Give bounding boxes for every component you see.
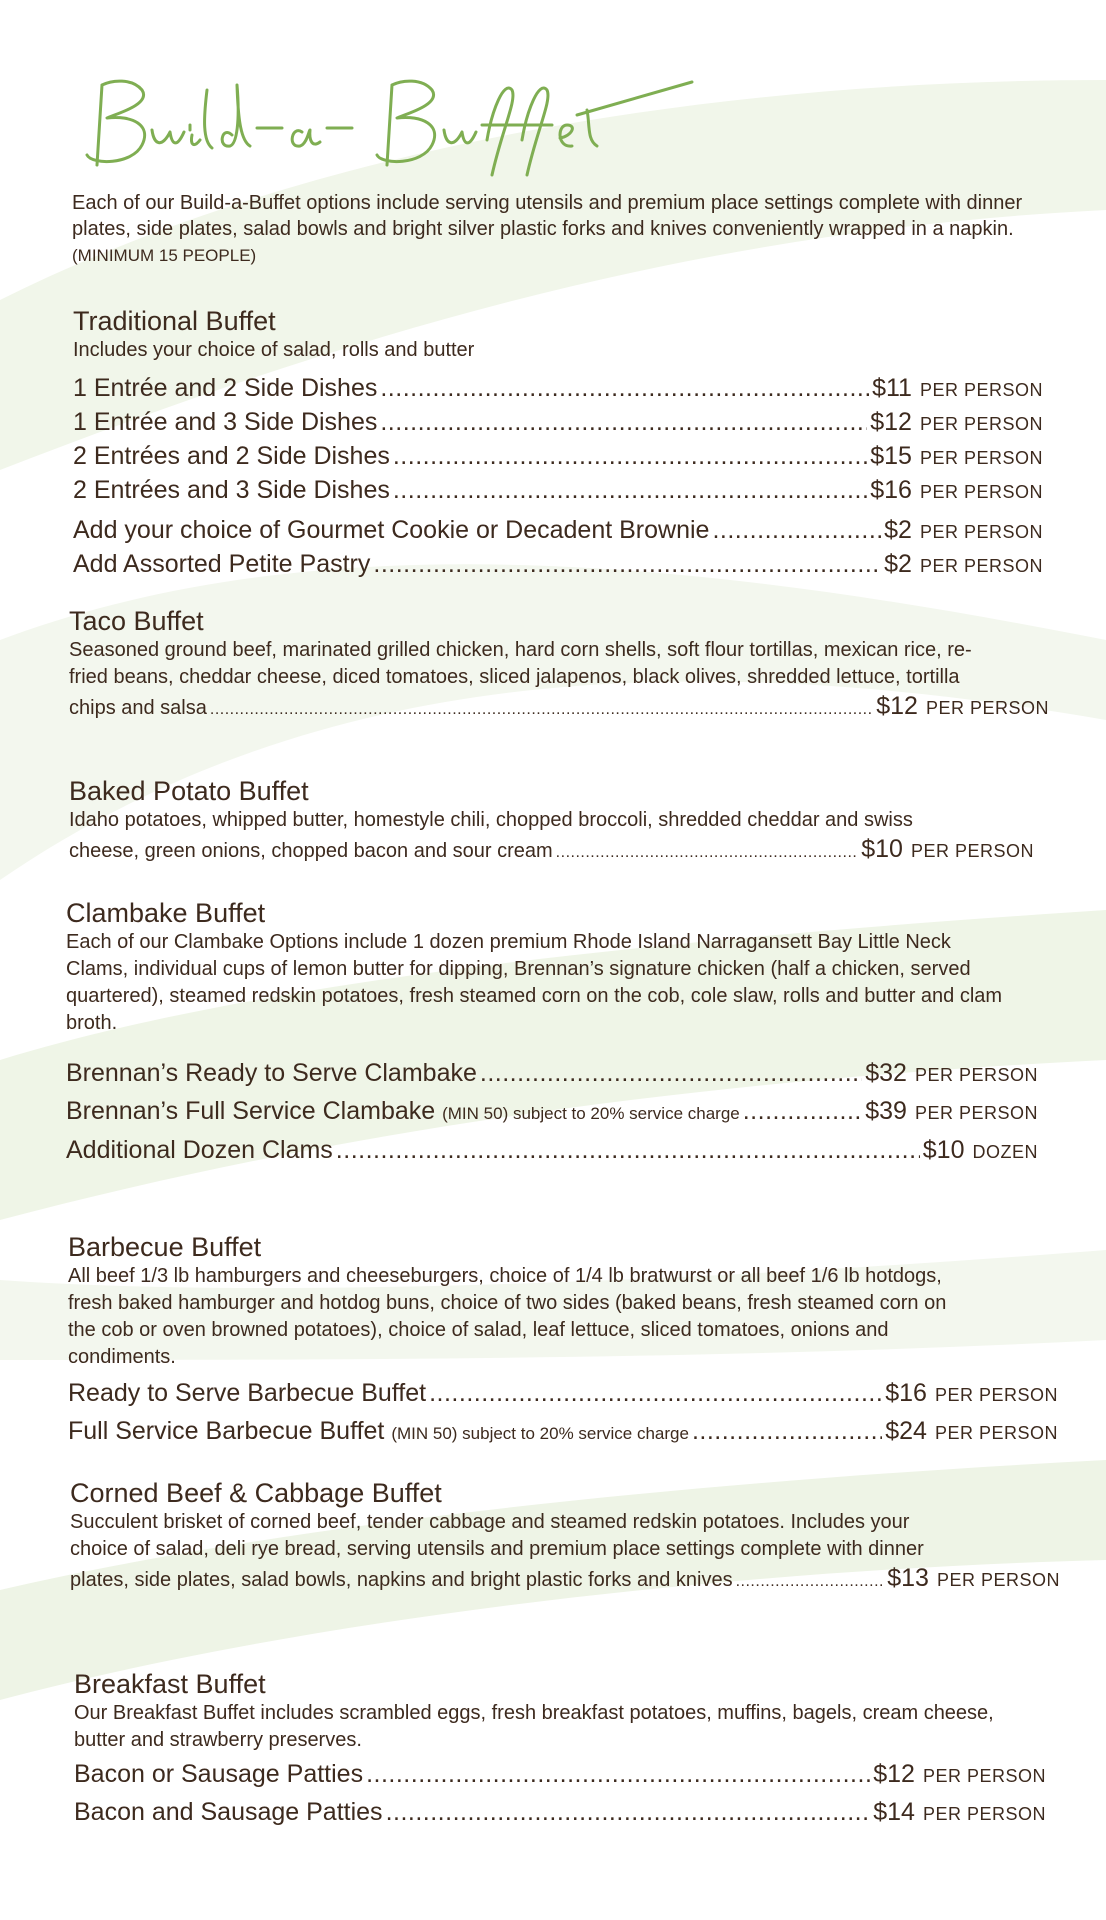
leader-dots	[380, 406, 867, 438]
item-label: Ready to Serve Barbecue Buffet	[68, 1379, 427, 1407]
item-label: plates, side plates, salad bowls, napkins and bright plastic forks and knives	[70, 1569, 733, 1591]
menu-row	[68, 1413, 1058, 1452]
menu-row	[73, 406, 1043, 440]
menu-row	[69, 691, 1049, 725]
item-unit: PER PERSON	[914, 1103, 1038, 1123]
section-heading: Taco Buffet	[69, 606, 204, 636]
leader-dots	[429, 1375, 882, 1411]
breakfast-buffet-section	[74, 1668, 1046, 1832]
section-description: All beef 1/3 lb hamburgers and cheeseburgers, choice of 1/4 lb bratwurst or all beef 1/6 lb hotdogs, fresh baked hamburger and hotdog buns, choice of two sides (baked beans, fresh steamed corn on the cob or oven browned potatoes), choice of salad, leaf lettuce, sliced tomatoes, onions and condiments.	[68, 1265, 947, 1368]
item-unit: PER PERSON	[922, 1766, 1046, 1786]
menu-row	[70, 1563, 1060, 1597]
menu-row	[73, 514, 1043, 548]
leader-dots	[393, 474, 867, 506]
item-unit: DOZEN	[972, 1142, 1038, 1162]
leader-dots	[556, 838, 859, 868]
item-unit: PER PERSON	[914, 1065, 1038, 1085]
section-description: Each of our Clambake Options include 1 dozen premium Rhode Island Narragansett Bay Little Neck Clams, individual cups of lemon butter for dipping, Brennan’s signature chicken (half a chicken, served quartered), steamed redskin potatoes, fresh steamed corn on the cob, cole slaw, rolls and butter and clam broth.	[66, 931, 1003, 1034]
section-description	[69, 637, 1049, 691]
description-line: choice of salad, deli rye bread, serving utensils and premium place settings complete with dinner	[70, 1538, 924, 1560]
item-label: Bacon or Sausage Patties	[74, 1760, 364, 1788]
item-price: $16	[885, 1379, 927, 1407]
item-price: $2	[884, 550, 912, 578]
item-unit: PER PERSON	[919, 522, 1043, 542]
leader-dots	[210, 695, 873, 725]
barbecue-buffet-section	[68, 1231, 1058, 1452]
item-price: $12	[870, 408, 912, 436]
section-heading: Traditional Buffet	[73, 306, 276, 336]
item-unit: PER PERSON	[910, 841, 1034, 861]
section-description: Our Breakfast Buffet includes scrambled eggs, fresh breakfast potatoes, muffins, bagels, cream cheese, butter and strawberry preserves.	[74, 1702, 994, 1751]
item-unit: PER PERSON	[934, 1385, 1058, 1405]
item-label: Brennan’s Ready to Serve Clambake	[66, 1059, 477, 1087]
traditional-buffet-section	[73, 305, 1043, 582]
item-price: $39	[865, 1097, 907, 1125]
menu-row	[73, 474, 1043, 508]
leader-dots	[712, 514, 881, 546]
leader-dots	[743, 1093, 863, 1129]
item-unit: PER PERSON	[919, 482, 1043, 502]
item-note: (MIN 50) subject to 20% service charge	[442, 1104, 740, 1123]
leader-dots	[380, 372, 869, 404]
item-unit: PER PERSON	[919, 380, 1043, 400]
item-price: $16	[870, 476, 912, 504]
menu-row	[66, 1093, 1038, 1132]
item-price: $15	[870, 442, 912, 470]
section-heading: Clambake Buffet	[66, 898, 266, 928]
menu-row	[73, 548, 1043, 582]
leader-dots	[366, 1756, 870, 1792]
intro-paragraph	[72, 190, 1062, 269]
leader-dots	[373, 548, 881, 580]
item-price: $12	[876, 692, 918, 720]
item-price: $10	[922, 1136, 965, 1164]
item-label: 2 Entrées and 2 Side Dishes	[73, 442, 390, 470]
item-label: Add Assorted Petite Pastry	[73, 550, 371, 578]
item-unit: PER PERSON	[919, 448, 1043, 468]
section-heading: Breakfast Buffet	[74, 1669, 266, 1699]
item-note: (MIN 50) subject to 20% service charge	[391, 1424, 689, 1443]
section-heading: Corned Beef & Cabbage Buffet	[70, 1478, 442, 1508]
menu-row	[74, 1794, 1046, 1832]
baked-potato-buffet-section	[69, 775, 1034, 868]
description-line: fried beans, cheddar cheese, diced tomatoes, sliced jalapenos, black olives, shredded lettuce, tortilla	[69, 666, 960, 688]
section-description	[70, 1509, 1060, 1563]
menu-row	[66, 1132, 1038, 1170]
item-label: Brennan’s Full Service Clambake	[66, 1097, 436, 1125]
description-line: Idaho potatoes, whipped butter, homestyle chili, chopped broccoli, shredded cheddar and swiss	[69, 809, 913, 831]
clambake-buffet-section	[66, 897, 1038, 1170]
minimum-people-note: (MINIMUM 15 PEOPLE)	[72, 246, 257, 265]
menu-row	[73, 440, 1043, 474]
item-label: Full Service Barbecue Buffet	[68, 1417, 385, 1445]
leader-dots	[386, 1794, 871, 1830]
item-label: 2 Entrées and 3 Side Dishes	[73, 476, 390, 504]
item-label: 1 Entrée and 3 Side Dishes	[73, 408, 378, 436]
item-price: $2	[884, 516, 912, 544]
leader-dots	[393, 440, 867, 472]
description-line: Succulent brisket of corned beef, tender cabbage and steamed redskin potatoes. Includes your	[70, 1511, 910, 1533]
corned-beef-buffet-section	[70, 1477, 1060, 1597]
menu-row	[73, 372, 1043, 406]
build-a-buffet-title-logo	[72, 70, 772, 180]
leader-dots	[336, 1132, 920, 1168]
leader-dots	[736, 1567, 885, 1597]
item-price: $10	[861, 835, 903, 863]
item-price: $32	[865, 1059, 907, 1087]
taco-buffet-section	[69, 605, 1049, 725]
intro-text: Each of our Build-a-Buffet options include serving utensils and premium place settings complete with dinner plates, side plates, salad bowls and bright silver plastic forks and knives conveniently wrapped in a napkin.	[72, 192, 1023, 240]
menu-row	[68, 1375, 1058, 1413]
item-price: $11	[872, 374, 912, 402]
leader-dots	[480, 1055, 862, 1091]
item-label: Add your choice of Gourmet Cookie or Decadent Brownie	[73, 516, 710, 544]
item-unit: PER PERSON	[922, 1804, 1046, 1824]
item-unit: PER PERSON	[919, 556, 1043, 576]
item-unit: PER PERSON	[925, 698, 1049, 718]
item-price: $12	[873, 1760, 915, 1788]
menu-row	[74, 1756, 1046, 1794]
item-unit: PER PERSON	[919, 414, 1043, 434]
item-price: $24	[885, 1417, 927, 1445]
item-label: Bacon and Sausage Patties	[74, 1798, 383, 1826]
item-price: $13	[887, 1564, 929, 1592]
section-heading: Baked Potato Buffet	[69, 776, 309, 806]
leader-dots	[692, 1413, 882, 1449]
description-line: Seasoned ground beef, marinated grilled chicken, hard corn shells, soft flour tortillas, mexican rice, re-	[69, 639, 972, 661]
menu-row	[66, 1055, 1038, 1093]
section-heading: Barbecue Buffet	[68, 1232, 262, 1262]
item-label: chips and salsa	[69, 697, 207, 719]
item-label: 1 Entrée and 2 Side Dishes	[73, 374, 378, 402]
menu-row	[69, 834, 1034, 868]
item-unit: PER PERSON	[934, 1423, 1058, 1443]
item-label: Additional Dozen Clams	[66, 1136, 333, 1164]
item-unit: PER PERSON	[936, 1570, 1060, 1590]
section-subheading: Includes your choice of salad, rolls and butter	[73, 339, 475, 361]
item-label: cheese, green onions, chopped bacon and sour cream	[69, 840, 553, 862]
item-price: $14	[873, 1798, 915, 1826]
